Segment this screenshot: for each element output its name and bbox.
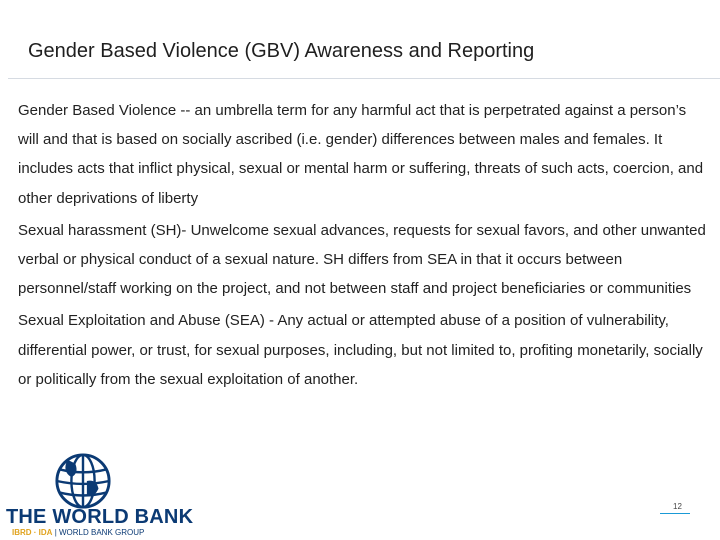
definition-gbv: [18, 96, 708, 213]
term-gbv: Gender Based Violence --: [18, 102, 191, 119]
definition-sea: [18, 306, 708, 394]
globe-icon: [54, 452, 112, 510]
logo-wordmark: THE WORLD BANK: [6, 506, 194, 528]
page-number-rule: [660, 513, 690, 514]
term-sh: Sexual harassment (SH): [18, 221, 182, 239]
world-bank-logo: [6, 452, 194, 538]
definition-sh: [18, 216, 708, 304]
slide-body: [18, 96, 708, 397]
definition-sh-text: - Unwelcome sexual advances, requests for sexual favors, and other unwanted verbal or physical conduct of a sexual nature. SH differs from SEA in that it occurs between personnel/staff working on the project, and not between staff and project beneficiaries or communities: [18, 221, 706, 298]
definition-gbv-text: an umbrella term for any harmful act that is perpetrated against a person’s will and that is based on socially ascribed (i.e. gender) differences between males and females. It includes acts that inflict physical, sexual or mental harm or suffering, threats of such acts, coercion, and other deprivations of liberty: [18, 102, 704, 207]
logo-group: | WORLD BANK GROUP: [54, 528, 145, 537]
page-number: 12: [673, 502, 682, 511]
definition-sea-text: - Any actual or attempted abuse of a position of vulnerability, differential power, or trust, for sexual purposes, including, but not limited to, profiting monetarily, socially or politically from the sexual exploitation of another.: [18, 312, 703, 388]
slide-title: Gender Based Violence (GBV) Awareness and Reporting: [28, 40, 535, 62]
logo-ibrd-ida: IBRD · IDA: [12, 528, 53, 537]
logo-subtitle: [12, 528, 144, 537]
title-divider: [8, 78, 720, 79]
term-sea: Sexual Exploitation and Abuse (SEA): [18, 312, 265, 330]
